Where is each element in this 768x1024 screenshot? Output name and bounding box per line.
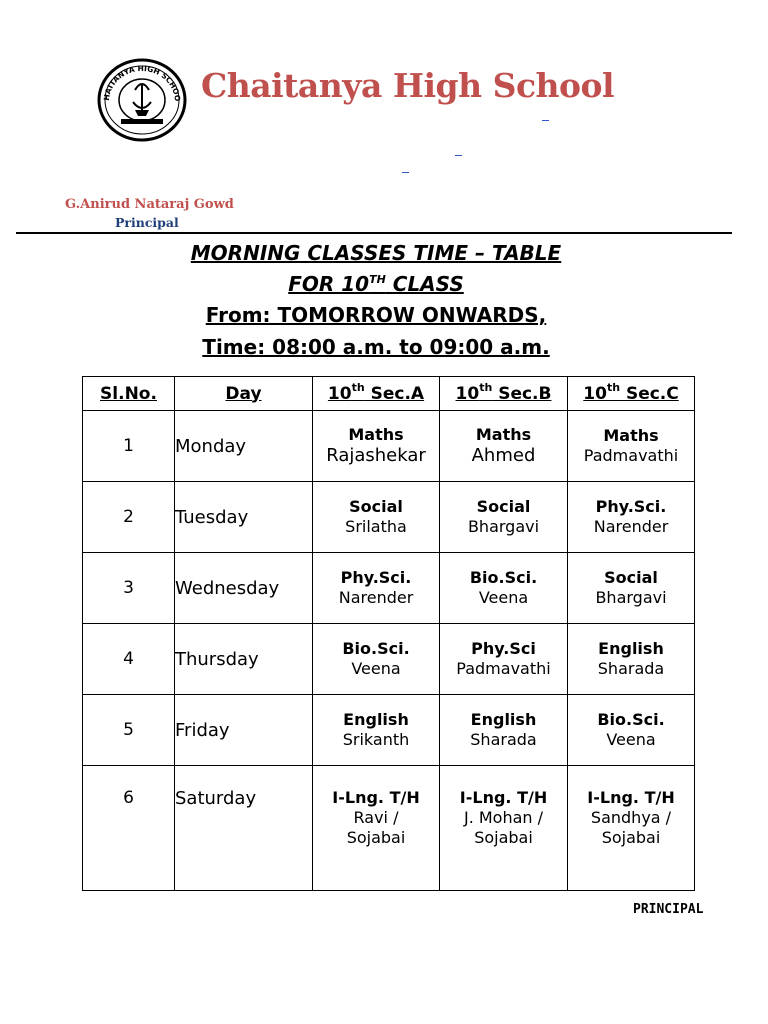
school-seal-logo <box>97 58 187 142</box>
subject: Maths <box>348 424 404 444</box>
teacher: Padmavathi <box>583 446 679 465</box>
row-day: Monday <box>175 411 313 482</box>
teacher: Bhargavi <box>595 588 667 607</box>
link-fragment[interactable] <box>542 120 549 121</box>
row-day: Saturday <box>175 766 313 891</box>
row-number: 6 <box>83 766 175 891</box>
school-name: Chaitanya High School <box>201 66 615 105</box>
sec-a-cell <box>313 411 440 482</box>
row-day: Thursday <box>175 624 313 695</box>
sec-a-cell <box>313 695 440 766</box>
start-date-heading: From: TOMORROW ONWARDS, <box>205 303 547 327</box>
sec-a-cell <box>313 482 440 553</box>
sec-a-cell <box>313 766 440 891</box>
table-row <box>83 695 695 766</box>
teacher: Padmavathi <box>456 659 551 678</box>
sec-c-cell <box>568 553 695 624</box>
row-number: 3 <box>83 553 175 624</box>
timetable-title: MORNING CLASSES TIME – TABLE <box>190 241 562 265</box>
subject: English <box>470 710 537 729</box>
subject: Bio.Sci. <box>597 710 665 729</box>
row-day: Wednesday <box>175 553 313 624</box>
header-day: Day <box>175 377 313 411</box>
class-heading: FOR 10TH CLASS <box>288 272 464 296</box>
row-number: 1 <box>83 411 175 482</box>
teacher: Srilatha <box>345 517 407 536</box>
subject: Phy.Sci. <box>340 568 412 587</box>
sec-c-cell <box>568 766 695 891</box>
teacher: Sharada <box>470 730 537 749</box>
table-row <box>83 766 695 891</box>
header-sec-a: 10th Sec.A <box>313 377 440 411</box>
svg-text:CHAITANYA HIGH SCHOOL: HAITANYA HIGH SCHOO <box>101 63 183 102</box>
header-sl-no: Sl.No. <box>83 377 175 411</box>
sec-c-cell <box>568 411 695 482</box>
sec-b-cell <box>440 624 568 695</box>
subject: Social <box>349 497 403 516</box>
row-day: Friday <box>175 695 313 766</box>
timetable <box>82 376 695 891</box>
teacher: Narender <box>338 588 414 607</box>
row-number: 5 <box>83 695 175 766</box>
header-divider <box>16 232 732 234</box>
link-fragment[interactable] <box>455 155 462 156</box>
subject: Bio.Sci. <box>469 568 538 587</box>
sec-c-cell <box>568 482 695 553</box>
time-heading: Time: 08:00 a.m. to 09:00 a.m. <box>202 335 550 359</box>
row-number: 2 <box>83 482 175 553</box>
teacher: Sojabai <box>346 828 406 847</box>
subject: English <box>343 710 409 729</box>
teacher: Narender <box>593 517 669 536</box>
teacher: Sandhya / <box>590 808 672 827</box>
subject: Maths <box>475 424 532 444</box>
teacher: Srikanth <box>342 730 410 749</box>
subject: I-Lng. T/H <box>459 788 548 807</box>
sec-b-cell <box>440 411 568 482</box>
teacher: Sharada <box>597 659 665 678</box>
subject: Social <box>604 568 658 587</box>
sec-b-cell <box>440 553 568 624</box>
teacher: Bhargavi <box>467 517 540 536</box>
header-sec-c: 10th Sec.C <box>568 377 695 411</box>
sec-a-cell <box>313 624 440 695</box>
subject: Maths <box>603 426 659 445</box>
sec-a-cell <box>313 553 440 624</box>
sec-c-cell <box>568 624 695 695</box>
sec-b-cell <box>440 482 568 553</box>
teacher: Ahmed <box>471 444 536 466</box>
subject: I-Lng. T/H <box>332 788 420 807</box>
sec-c-cell <box>568 695 695 766</box>
teacher: Rajashekar <box>326 444 426 466</box>
row-number: 4 <box>83 624 175 695</box>
table-row <box>83 411 695 482</box>
link-fragment[interactable] <box>402 172 409 173</box>
subject: Phy.Sci. <box>595 497 667 516</box>
teacher: Veena <box>478 588 529 607</box>
table-header-row <box>83 377 695 411</box>
header-sec-b: 10th Sec.B <box>440 377 568 411</box>
sec-b-cell <box>440 695 568 766</box>
principal-name: G.Anirud Nataraj Gowd <box>65 197 234 212</box>
subject: Phy.Sci <box>471 639 536 658</box>
subject: I-Lng. T/H <box>587 788 675 807</box>
subject: Social <box>476 497 531 516</box>
sec-b-cell <box>440 766 568 891</box>
teacher: Ravi / <box>353 808 399 827</box>
teacher: J. Mohan / <box>463 808 544 827</box>
subject: Bio.Sci. <box>342 639 410 658</box>
row-day: Tuesday <box>175 482 313 553</box>
table-row <box>83 482 695 553</box>
teacher: Sojabai <box>601 828 661 847</box>
teacher: Veena <box>606 730 656 749</box>
table-row <box>83 553 695 624</box>
teacher: Sojabai <box>474 828 533 847</box>
subject: English <box>598 639 664 658</box>
principal-signature-label: PRINCIPAL <box>633 902 704 917</box>
teacher: Veena <box>351 659 401 678</box>
table-row <box>83 624 695 695</box>
principal-title: Principal <box>115 215 179 230</box>
